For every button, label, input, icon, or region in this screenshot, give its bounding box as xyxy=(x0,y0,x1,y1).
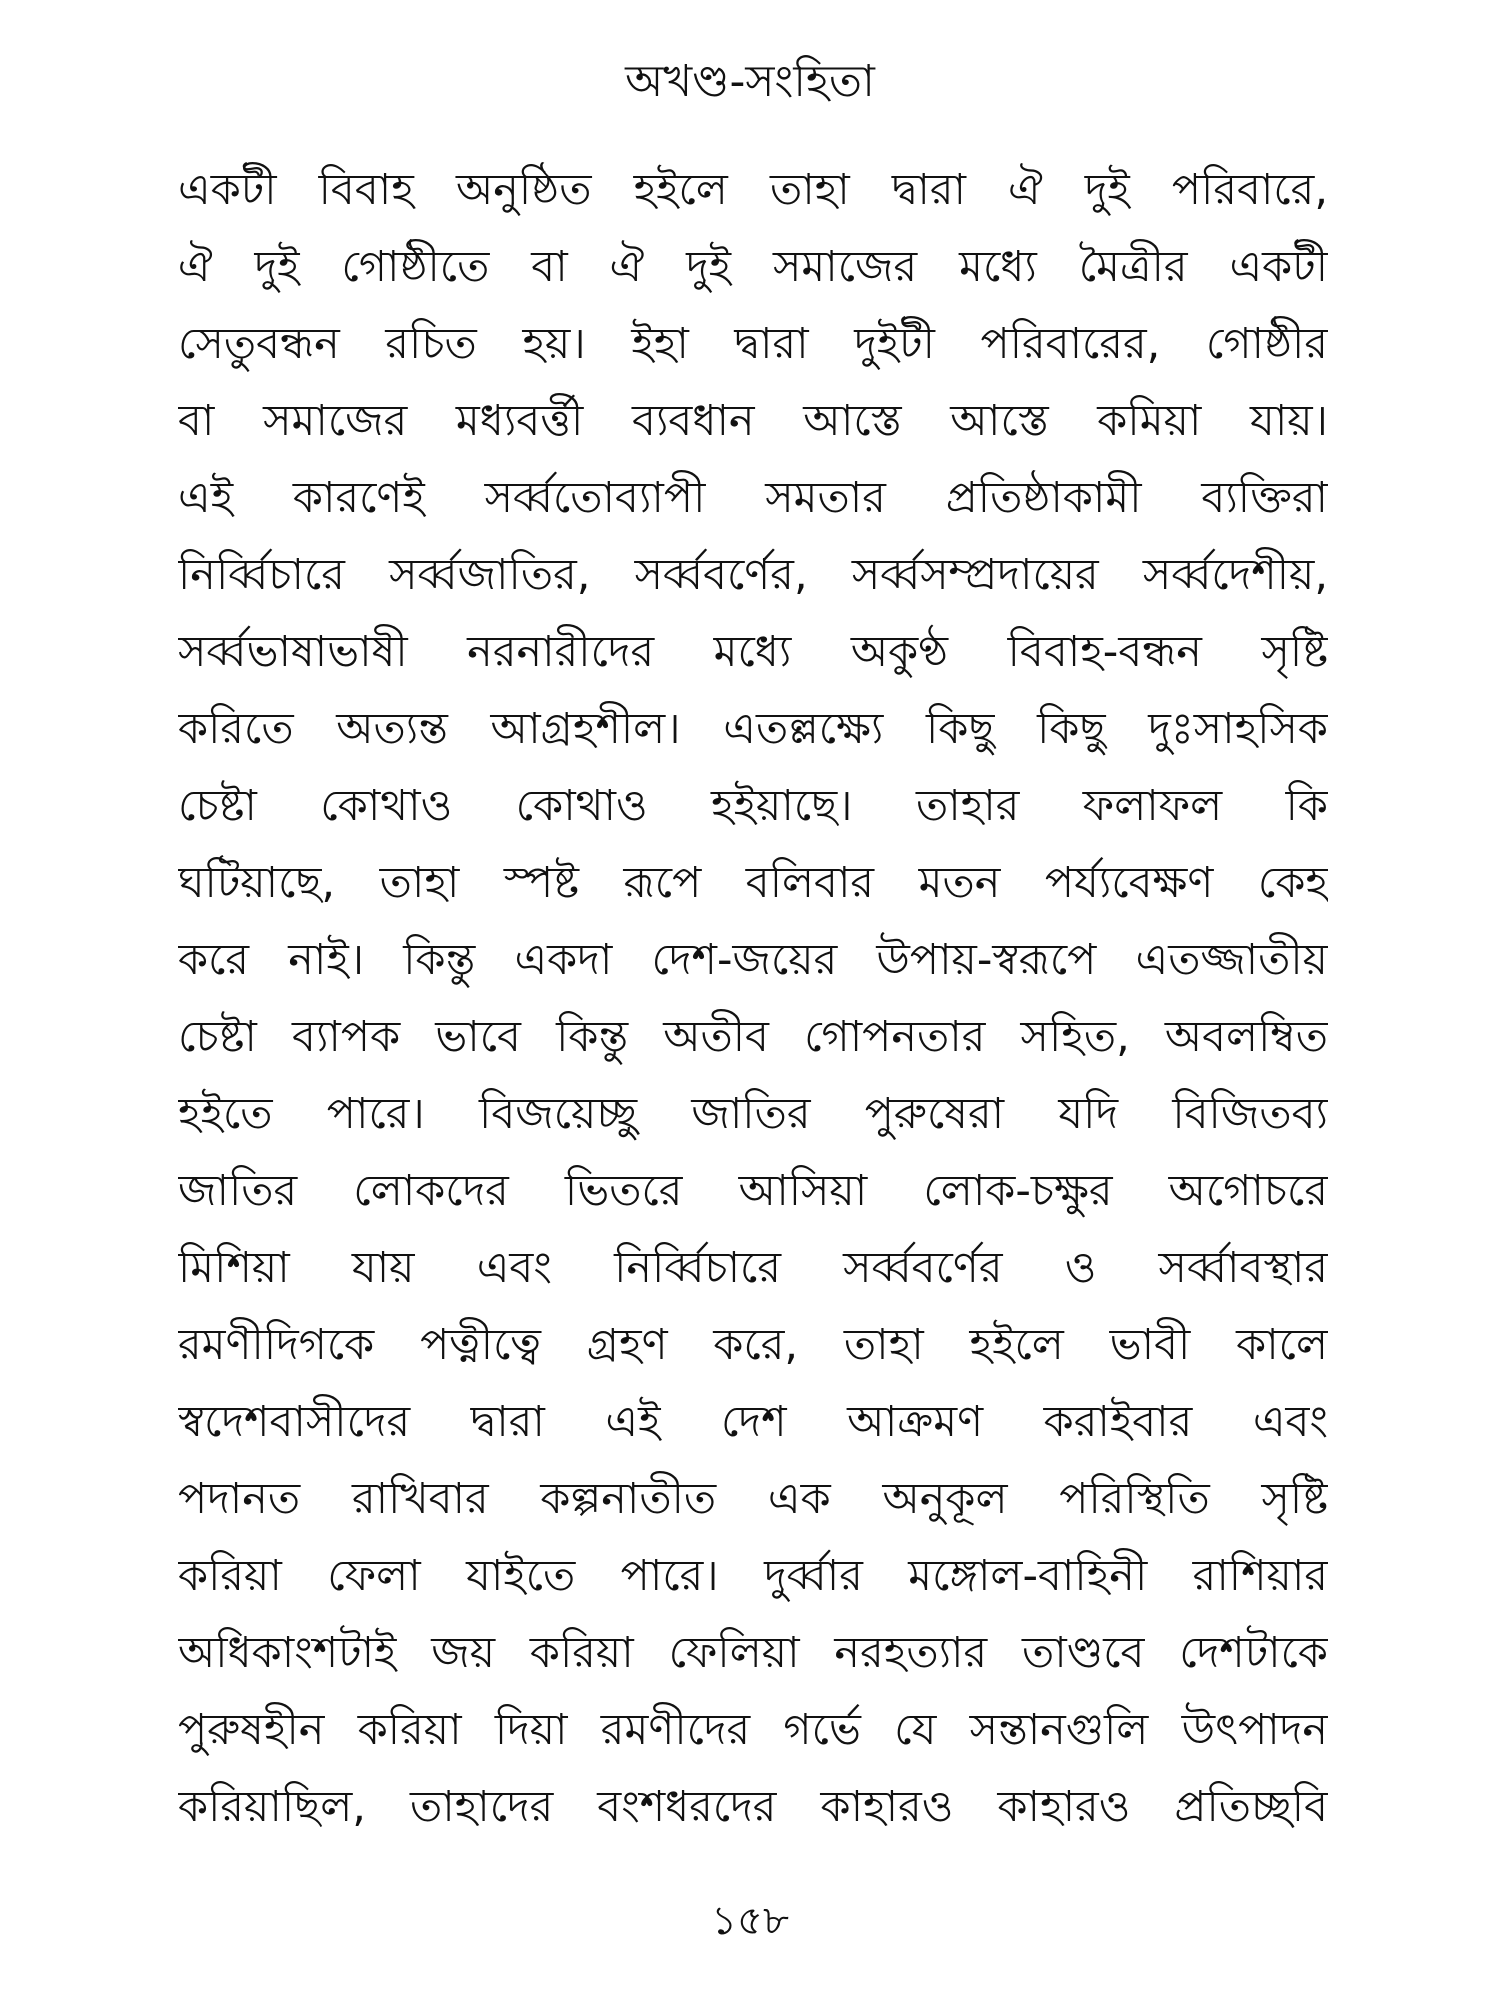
text-line: করিতে অত্যন্ত আগ্রহশীল। এতল্লক্ষ্যে কিছু কিছু দুঃসাহসিক xyxy=(178,704,1328,754)
body-text xyxy=(178,152,1328,1846)
text-line: সর্ব্বভাষাভাষী নরনারীদের মধ্যে অকুণ্ঠ বিবাহ-বন্ধন সৃষ্টি xyxy=(178,627,1328,677)
text-line: স্বদেশবাসীদের দ্বারা এই দেশ আক্রমণ করাইবার এবং xyxy=(178,1397,1328,1447)
text-line: করিয়া ফেলা যাইতে পারে। দুর্ব্বার মঙ্গোল-বাহিনী রাশিয়ার xyxy=(178,1551,1328,1601)
text-line: একটী বিবাহ অনুষ্ঠিত হইলে তাহা দ্বারা ঐ দুই পরিবারে, xyxy=(178,165,1328,215)
text-line: ঐ দুই গোষ্ঠীতে বা ঐ দুই সমাজের মধ্যে মৈত্রীর একটী xyxy=(178,242,1328,292)
page-number: ১৫৮ xyxy=(711,1898,789,1944)
text-line: পুরুষহীন করিয়া দিয়া রমণীদের গর্ভে যে সন্তানগুলি উৎপাদন xyxy=(178,1705,1328,1755)
text-line: এই কারণেই সর্ব্বতোব্যাপী সমতার প্রতিষ্ঠাকামী ব্যক্তিরা xyxy=(178,473,1328,523)
text-line: জাতির লোকদের ভিতরে আসিয়া লোক-চক্ষুর অগোচরে xyxy=(178,1166,1328,1216)
text-line: অধিকাংশটাই জয় করিয়া ফেলিয়া নরহত্যার তাণ্ডবে দেশটাকে xyxy=(178,1628,1328,1678)
text-line: রমণীদিগকে পত্নীত্বে গ্রহণ করে, তাহা হইলে ভাবী কালে xyxy=(178,1320,1328,1370)
text-line: চেষ্টা ব্যাপক ভাবে কিন্তু অতীব গোপনতার সহিত, অবলম্বিত xyxy=(178,1012,1328,1062)
text-line: বা সমাজের মধ্যবর্ত্তী ব্যবধান আস্তে আস্তে কমিয়া যায়। xyxy=(178,396,1328,446)
text-line: পদানত রাখিবার কল্পনাতীত এক অনুকূল পরিস্থিতি সৃষ্টি xyxy=(178,1474,1328,1524)
text-line: চেষ্টা কোথাও কোথাও হইয়াছে। তাহার ফলাফল কি xyxy=(178,781,1328,831)
text-line: নির্ব্বিচারে সর্ব্বজাতির, সর্ব্ববর্ণের, সর্ব্বসম্প্রদায়ের সর্ব্বদেশীয়, xyxy=(178,550,1328,600)
running-header-title: অখণ্ড-সংহিতা xyxy=(625,56,875,107)
text-line: সেতুবন্ধন রচিত হয়। ইহা দ্বারা দুইটী পরিবারের, গোষ্ঠীর xyxy=(178,319,1328,369)
text-line: হইতে পারে। বিজয়েচ্ছু জাতির পুরুষেরা যদি বিজিতব্য xyxy=(178,1089,1328,1139)
text-line: করিয়াছিল, তাহাদের বংশধরদের কাহারও কাহারও প্রতিচ্ছবি xyxy=(178,1782,1328,1832)
text-line: ঘটিয়াছে, তাহা স্পষ্ট রূপে বলিবার মতন পর্য্যবেক্ষণ কেহ xyxy=(178,858,1328,908)
text-line: মিশিয়া যায় এবং নির্ব্বিচারে সর্ব্ববর্ণের ও সর্ব্বাবস্থার xyxy=(178,1243,1328,1293)
text-line: করে নাই। কিন্তু একদা দেশ-জয়ের উপায়-স্বরূপে এতজ্জাতীয় xyxy=(178,935,1328,985)
